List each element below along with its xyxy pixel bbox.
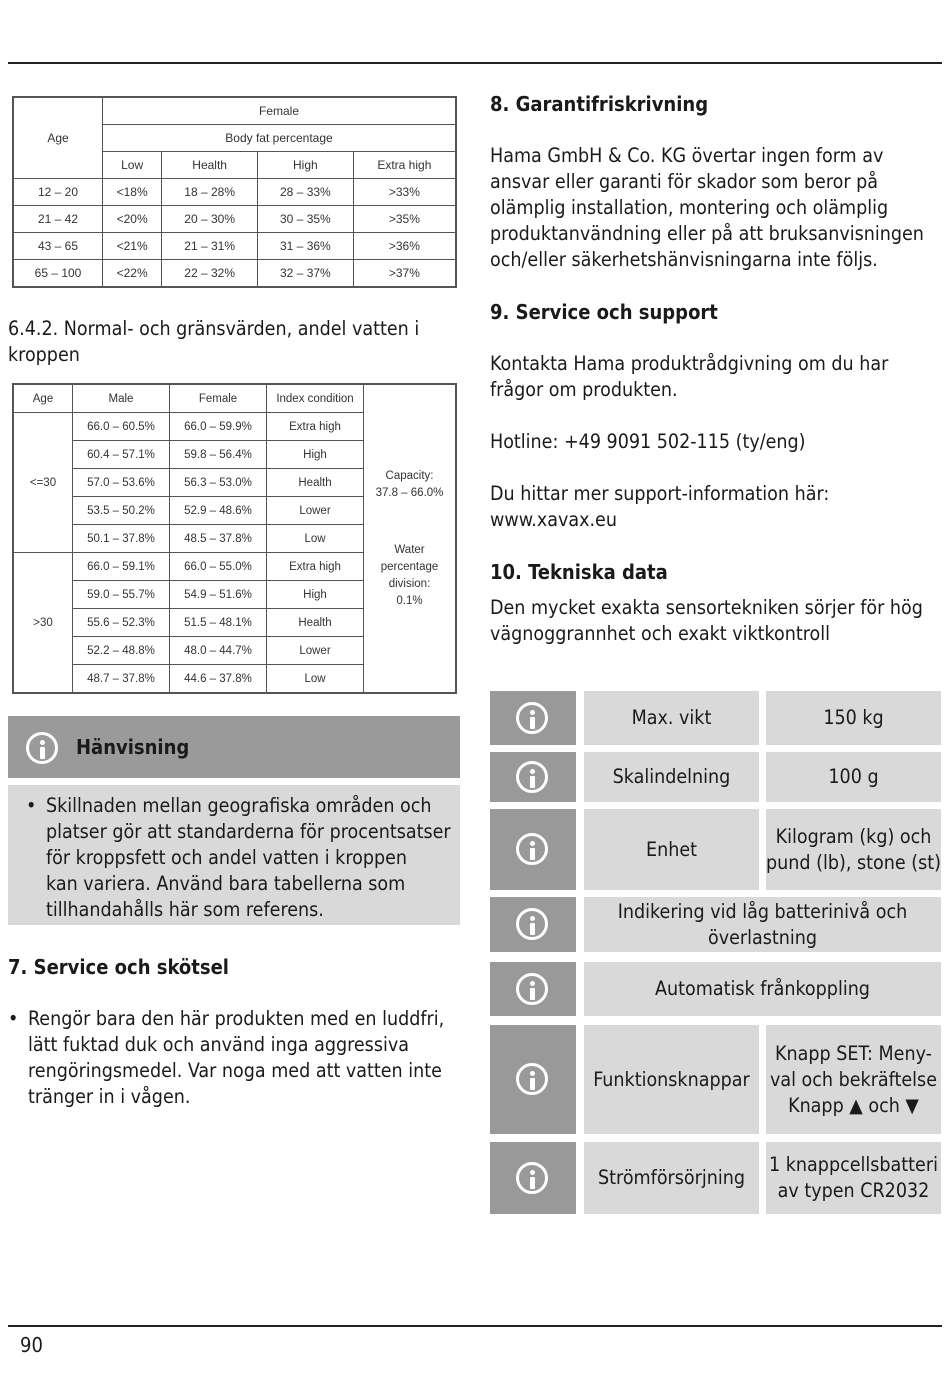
value-cell: 18 – 28% <box>162 179 258 206</box>
note-line: tillhandahålls här som referens. <box>46 898 324 921</box>
value-cell: Low <box>267 525 364 553</box>
support-info <box>490 481 829 533</box>
tech-row-icon <box>490 809 576 890</box>
section-10-text <box>490 595 923 647</box>
water-section-title <box>8 316 419 368</box>
text-line: lätt fuktad duk och använd inga aggressiva <box>28 1033 409 1056</box>
note-body <box>8 785 460 925</box>
col-header: Age <box>13 384 73 413</box>
text-line: Kilogram (kg) och <box>775 824 932 848</box>
tech-row-icon <box>490 691 576 745</box>
col-header: Low <box>103 152 162 179</box>
value-cell: 59.0 – 55.7% <box>73 581 170 609</box>
text-line: pund (lb), stone (st) <box>766 850 941 874</box>
table-row <box>13 206 456 233</box>
value-cell: 51.5 – 48.1% <box>170 609 267 637</box>
value-cell: >35% <box>353 206 456 233</box>
tech-row-icon <box>490 962 576 1016</box>
value-cell: 52.9 – 48.6% <box>170 497 267 525</box>
text-line: och/eller säkerhetshänvisningarna inte följs. <box>490 248 878 271</box>
text-line: Hama GmbH & Co. KG övertar ingen form av <box>490 144 884 167</box>
power-value <box>766 1142 941 1214</box>
text-line: tränger in i vågen. <box>28 1085 191 1108</box>
buttons-value <box>766 1025 941 1134</box>
info-icon <box>26 732 58 764</box>
note-line: kan variera. Använd bara tabellerna som <box>46 872 406 895</box>
note-line: • Skillnaden mellan geografiska områden och <box>46 794 432 817</box>
info-icon <box>516 908 548 940</box>
tech-row-icon <box>490 1142 576 1214</box>
value-cell: 20 – 30% <box>162 206 258 233</box>
value-cell: 44.6 – 37.8% <box>170 665 267 694</box>
value-cell: High <box>267 581 364 609</box>
table-row <box>13 179 456 206</box>
text-line: Knapp ▲ och ▼ <box>788 1093 919 1117</box>
buttons-label: Funktionsknappar <box>584 1025 759 1134</box>
info-icon <box>516 833 548 865</box>
table-row <box>13 233 456 260</box>
section-10-heading: 10. Tekniska data <box>490 560 668 584</box>
value-cell: 53.5 – 50.2% <box>73 497 170 525</box>
graduation-label: Skalindelning <box>584 752 759 802</box>
col-header: Extra high <box>353 152 456 179</box>
col-header: Index condition <box>267 384 364 413</box>
text-line: • Rengör bara den här produkten med en luddfri, <box>28 1007 445 1030</box>
section-7-list <box>8 1006 444 1110</box>
side-note-line: Capacity: <box>385 469 434 482</box>
unit-value <box>766 809 941 890</box>
water-title-line: kroppen <box>8 343 80 366</box>
text-line: val och bekräftelse <box>769 1067 937 1091</box>
auto-off: Automatisk frånkoppling <box>584 962 941 1016</box>
bottom-rule <box>8 1325 942 1327</box>
value-cell: 48.7 – 37.8% <box>73 665 170 694</box>
side-note-line: division: <box>388 577 431 590</box>
value-cell: 48.5 – 37.8% <box>170 525 267 553</box>
value-cell: >36% <box>353 233 456 260</box>
value-cell: Lower <box>267 497 364 525</box>
value-cell: 66.0 – 59.9% <box>170 413 267 441</box>
side-note-line: 0.1% <box>396 594 423 607</box>
female-body-fat-table <box>12 96 457 288</box>
value-cell: 57.0 – 53.6% <box>73 469 170 497</box>
side-note-line: 37.8 – 66.0% <box>375 486 444 499</box>
value-cell: <21% <box>103 233 162 260</box>
age-cell: 21 – 42 <box>13 206 103 233</box>
max-weight-value: 150 kg <box>766 691 941 745</box>
top-rule <box>8 62 942 64</box>
value-cell: 52.2 – 48.8% <box>73 637 170 665</box>
value-cell: 48.0 – 44.7% <box>170 637 267 665</box>
value-cell: 54.9 – 51.6% <box>170 581 267 609</box>
page-number: 90 <box>20 1333 43 1357</box>
text-line: produktanvändning eller på att bruksanvisningen <box>490 222 924 245</box>
value-cell: 66.0 – 59.1% <box>73 553 170 581</box>
value-cell: Extra high <box>267 553 364 581</box>
value-cell: 60.4 – 57.1% <box>73 441 170 469</box>
text-line: Du hittar mer support-information här: <box>490 482 830 505</box>
age-group-cell: <=30 <box>13 413 73 553</box>
side-note-line: Water <box>394 543 425 556</box>
age-cell: 65 – 100 <box>13 260 103 288</box>
text-line: Kontakta Hama produktrådgivning om du har <box>490 352 889 375</box>
text-line: frågor om produkten. <box>490 378 678 401</box>
value-cell: 66.0 – 60.5% <box>73 413 170 441</box>
text-line: 1 knappcellsbatteri <box>769 1153 938 1176</box>
support-link[interactable]: www.xavax.eu <box>490 508 617 531</box>
tech-row-icon <box>490 1025 576 1134</box>
text-line: vägnoggrannhet och exakt viktkontroll <box>490 622 830 645</box>
value-cell: <20% <box>103 206 162 233</box>
battery-indicator <box>584 897 941 952</box>
water-side-note <box>364 384 457 693</box>
value-cell: 21 – 31% <box>162 233 258 260</box>
age-cell: 43 – 65 <box>13 233 103 260</box>
section-8-text <box>490 143 924 273</box>
col-header: High <box>258 152 354 179</box>
section-7-heading: 7. Service och skötsel <box>8 955 229 979</box>
col-header: Male <box>73 384 170 413</box>
section-8-heading: 8. Garantifriskrivning <box>490 92 709 116</box>
body-fat-header: Body fat percentage <box>103 125 457 152</box>
value-cell: 22 – 32% <box>162 260 258 288</box>
list-item <box>8 1006 444 1110</box>
section-9-heading: 9. Service och support <box>490 300 718 324</box>
side-note-line: percentage <box>380 560 439 573</box>
value-cell: Health <box>267 609 364 637</box>
value-cell: 66.0 – 55.0% <box>170 553 267 581</box>
value-cell: <22% <box>103 260 162 288</box>
value-cell: 30 – 35% <box>258 206 354 233</box>
text-line: olämplig installation, montering och olämplig <box>490 196 889 219</box>
info-icon <box>516 761 548 793</box>
value-cell: 59.8 – 56.4% <box>170 441 267 469</box>
section-9-text <box>490 351 888 403</box>
tech-row-icon <box>490 897 576 952</box>
value-cell: Health <box>267 469 364 497</box>
value-cell: 31 – 36% <box>258 233 354 260</box>
value-cell: >33% <box>353 179 456 206</box>
value-cell: Low <box>267 665 364 694</box>
note-title: Hänvisning <box>76 735 190 759</box>
water-title-line: 6.4.2. Normal- och gränsvärden, andel vatten i <box>8 317 420 340</box>
value-cell: High <box>267 441 364 469</box>
info-icon <box>516 702 548 734</box>
max-weight-label: Max. vikt <box>584 691 759 745</box>
note-header <box>8 716 460 778</box>
text-line: rengöringsmedel. Var noga med att vatten inte <box>28 1059 442 1082</box>
power-label: Strömförsörjning <box>584 1142 759 1214</box>
hotline-text: Hotline: +49 9091 502-115 (ty/eng) <box>490 430 806 453</box>
age-cell: 12 – 20 <box>13 179 103 206</box>
age-header: Age <box>13 97 103 179</box>
col-header: Health <box>162 152 258 179</box>
info-icon <box>516 1162 548 1194</box>
text-line: Knapp SET: Meny- <box>775 1041 932 1065</box>
unit-label: Enhet <box>584 809 759 890</box>
note-line: för kroppsfett och andel vatten i kroppen <box>46 846 408 869</box>
text-line: Indikering vid låg batterinivå och <box>617 899 908 923</box>
water-percentage-table <box>12 383 457 694</box>
value-cell: <18% <box>103 179 162 206</box>
text-line: Den mycket exakta sensortekniken sörjer för hög <box>490 596 923 619</box>
value-cell: >37% <box>353 260 456 288</box>
info-icon <box>516 973 548 1005</box>
text-line: ansvar eller garanti för skador som beror på <box>490 170 879 193</box>
tech-row-icon <box>490 752 576 802</box>
note-text <box>26 793 451 923</box>
note-line: platser gör att standarderna för procentsatser <box>46 820 451 843</box>
value-cell: 55.6 – 52.3% <box>73 609 170 637</box>
value-cell: Extra high <box>267 413 364 441</box>
table-row <box>13 260 456 288</box>
value-cell: Lower <box>267 637 364 665</box>
text-line: av typen CR2032 <box>777 1179 930 1202</box>
value-cell: 32 – 37% <box>258 260 354 288</box>
value-cell: 28 – 33% <box>258 179 354 206</box>
age-group-cell: >30 <box>13 553 73 694</box>
info-icon <box>516 1063 548 1095</box>
col-header: Female <box>170 384 267 413</box>
value-cell: 56.3 – 53.0% <box>170 469 267 497</box>
text-line: överlastning <box>707 925 817 949</box>
value-cell: 50.1 – 37.8% <box>73 525 170 553</box>
graduation-value: 100 g <box>766 752 941 802</box>
female-header: Female <box>103 97 457 125</box>
